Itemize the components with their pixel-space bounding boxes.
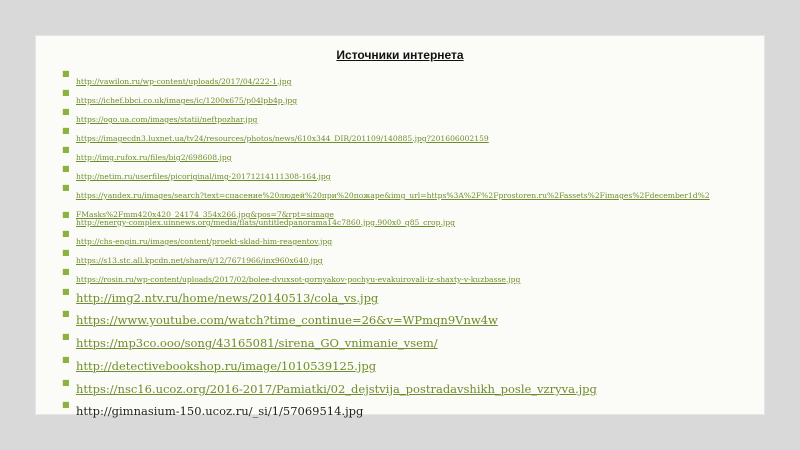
source-link[interactable]: https://ogo.ua.com/images/statii/neftpozhar.jpg: [76, 115, 258, 124]
bullet-icon: ■: [62, 164, 70, 173]
bullet-icon: ■: [62, 229, 70, 238]
source-link[interactable]: http://chs-engin.ru/images/content/proekt-sklad-him-reagentov.jpg: [76, 237, 333, 246]
bullet-icon: ■: [62, 400, 70, 409]
list-item: [62, 210, 712, 229]
source-link[interactable]: https://imagecdn3.luxnet.ua/tv24/resources/photos/news/610x344_DIR/201109/140885.jpg?201606002159: [76, 134, 489, 143]
bullet-icon: ■: [62, 332, 70, 341]
bullet-icon: ■: [62, 107, 70, 116]
list-item: [62, 107, 712, 126]
bullet-icon: ■: [62, 210, 70, 219]
slide-title: Источники интернета: [336, 48, 464, 62]
bullet-icon: ■: [62, 88, 70, 97]
list-item: [62, 287, 712, 306]
source-link[interactable]: https://ichef.bbci.co.uk/images/ic/1200x675/p04lpb4p.jpg: [76, 96, 298, 105]
bullet-icon: ■: [62, 183, 70, 192]
list-item: [62, 229, 712, 248]
list-item: [62, 69, 712, 88]
list-item: [62, 88, 712, 107]
list-item: [62, 248, 712, 267]
source-link[interactable]: https://rosin.ru/wp-content/uploads/2017/02/bolee-dvuxsot-gornyakov-pochyu-evakuirovali-iz-shaxty-v-kuzbasse.jpg: [76, 275, 521, 284]
list-item: [62, 332, 712, 351]
source-link[interactable]: http://img.rufox.ru/files/big2/698608.jpg: [76, 153, 232, 162]
source-link[interactable]: http://gimnasium-150.ucoz.ru/_si/1/57069514.jpg: [76, 404, 364, 418]
list-item: [62, 267, 712, 286]
source-link[interactable]: https://s13.stc.all.kpcdn.net/share/i/12/7671966/inx960x640.jpg: [76, 256, 323, 265]
source-link[interactable]: http://img2.ntv.ru/home/news/20140513/cola_vs.jpg: [76, 291, 379, 305]
source-link[interactable]: http://netim.ru/userfiles/picoriginal/img-20171214111308-164.jpg: [76, 172, 331, 181]
bullet-icon: ■: [62, 145, 70, 154]
bullet-icon: ■: [62, 126, 70, 135]
source-link[interactable]: https://yandex.ru/images/search?text=спасение%20людей%20при%20пожаре&img_url=https%3A%2F%2Fprostoren.ru%2Fassets%2Fimages%2Fdecember1d%2FMasks%2Fmm420x420_24174_354x266.jpg&pos=7&rpt=simage: [76, 191, 710, 219]
bullet-icon: ■: [62, 287, 70, 296]
bullet-icon: ■: [62, 267, 70, 276]
source-link[interactable]: https://mp3co.ooo/song/43165081/sirena_GO_vnimanie_vsem/: [76, 336, 438, 350]
source-link[interactable]: http://vawilon.ru/wp-content/uploads/2017/04/222-1.jpg: [76, 77, 292, 86]
list-item: [62, 355, 712, 374]
content-card: [36, 36, 764, 418]
source-link[interactable]: https://www.youtube.com/watch?time_continue=26&v=WPmqn9Vnw4w: [76, 313, 498, 327]
bullet-icon: ■: [62, 355, 70, 364]
list-item: [62, 309, 712, 328]
bullet-icon: ■: [62, 309, 70, 318]
source-link[interactable]: http://detectivebookshop.ru/image/1010539125.jpg: [76, 359, 377, 373]
bullet-icon: ■: [62, 248, 70, 257]
source-link[interactable]: https://nsc16.ucoz.org/2016-2017/Pamiatki/02_dejstvija_postradavshikh_posle_vzryva.jpg: [76, 382, 597, 396]
list-item: [62, 126, 712, 145]
source-link[interactable]: http://energy-complex.uinnews.org/media/flats/untitledpanorama14c7860.jpg.900x0_q85_crop.jpg: [76, 218, 455, 227]
bullet-icon: ■: [62, 378, 70, 387]
list-item: [62, 400, 712, 419]
list-item: [62, 164, 712, 183]
list-item: [62, 145, 712, 164]
list-item: [62, 378, 712, 397]
bullet-icon: ■: [62, 69, 70, 78]
